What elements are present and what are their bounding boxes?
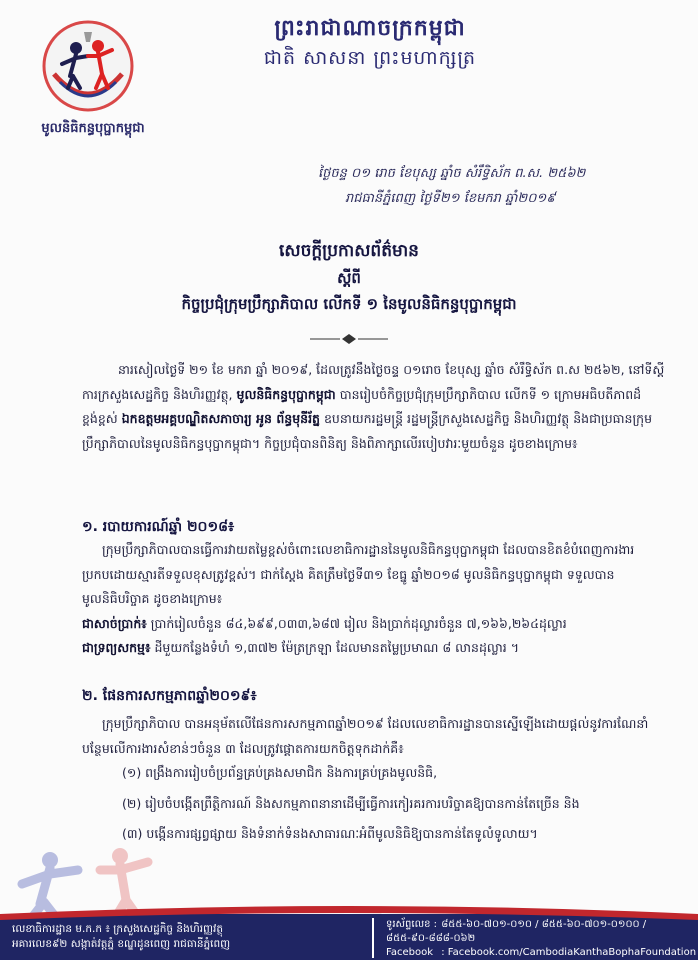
kingdom-title: ព្រះរាជាណាចក្រកម្ពុជា bbox=[274, 16, 466, 41]
title-subject: កិច្ចប្រជុំក្រុមប្រឹក្សាភិបាល លើកទី ១ នៃមូលនិធិកន្ធបុប្ផាកម្ពុជា bbox=[181, 295, 517, 313]
phone-row bbox=[386, 918, 698, 946]
foundation-name-bold: មូលនិធិកន្ធបុប្ផាកម្ពុជា bbox=[236, 386, 336, 402]
address-line-1: លេខាធិការដ្ឋាន ម.ក.ក ៖ ក្រសួងសេដ្ឋកិច្ច និងហិរញ្ញវត្ថុ bbox=[12, 923, 224, 935]
intro-text-c: ឧបនាយករដ្ឋមន្ត្រី រដ្ឋមន្ត្រីក្រសួងសេដ្ឋកិច្ច និងហិរញ្ញវត្ថុ និងជាប្រធានក្រុមប្រឹក្សាភិបាលនៃមូលនិធិកន្ធបុប្ផាកម្ពុជា។ កិច្ចប្រជុំបានពិនិត្យ និងពិភាក្សាលើរបៀបវារៈមួយចំនួន ដូចខាងក្រោម៖ bbox=[82, 411, 653, 451]
section-1-heading: ១. របាយការណ៍ឆ្នាំ ២០១៨៖ bbox=[82, 519, 235, 535]
facebook-label: Facebook bbox=[386, 947, 433, 958]
cash-text: ប្រាក់រៀលចំនួន ៨៤,៦៩៩,០៣៣,៦៨៧ រៀល និងប្រាក់ដុល្លារចំនួន ៧,១៦៦,២៦៤ដុល្លារ bbox=[150, 615, 567, 631]
asset-label: ជាទ្រព្យសកម្ម៖ bbox=[82, 640, 151, 655]
foundation-logo bbox=[40, 18, 136, 114]
section-1-text: ក្រុមប្រឹក្សាភិបាលបានធ្វើការវាយតម្លៃខ្ពស់ចំពោះលេខាធិការដ្ឋាននៃមូលនិធិកន្ធបុប្ផាកម្ពុជា ដែលបានខិតខំបំពេញការងារប្រកបដោយស្មារតីទទួលខុសត្រូវខ្ពស់។ ជាក់ស្តែង គិតត្រឹមថ្ងៃទី៣១ ខែធ្នូ ឆ្នាំ២០១៨ មូលនិធិកន្ធបុប្ផាកម្ពុជា ទទួលបានមូលនិធិបរិច្ចាគ ដូចខាងក្រោម៖ bbox=[82, 542, 635, 606]
phone-value: ៨៥៥-៦០-៧០១-០១០ / ៨៥៥-៦០-៧០១-០១០០ / ៨៥៥-៩០-៨៨៨-០៦២ bbox=[386, 919, 647, 944]
section-1-body bbox=[82, 538, 672, 661]
national-motto: ជាតិ សាសនា ព្រះមហាក្សត្រ bbox=[263, 47, 477, 69]
org-name: មូលនិធិកន្ធបុប្ផាកម្ពុជា bbox=[41, 121, 145, 136]
press-release-title: សេចក្តីប្រកាសព័ត៌មាន bbox=[279, 241, 419, 261]
intro-paragraph bbox=[82, 358, 672, 456]
plan-item-3: (៣) បង្កើនការផ្សព្វផ្សាយ និងទំនាក់ទំនងសាធារណៈអំពីមូលនិធិឱ្យបានកាន់តែទូលំទូលាយ។ bbox=[122, 826, 538, 841]
section-2-body: ក្រុមប្រឹក្សាភិបាល បានអនុម័តលើផែនការសកម្មភាពឆ្នាំ២០១៩ ដែលលេខាធិការដ្ឋានបានស្នើឡើងដោយផ្តល់នូវការណែនាំបន្ថែមលើការងារសំខាន់ៗចំនួន ៣ ដែលត្រូវផ្តោតការយកចិត្តទុកដាក់គឺ៖ bbox=[82, 716, 649, 756]
intro-text-b: បានរៀបចំកិច្ចប្រជុំក្រុមប្រឹក្សាភិបាល លើកទី ១ ក្រោមអធិបតីភាពដ៏ខ្ពង់ខ្ពស់ bbox=[82, 386, 642, 426]
facebook-row bbox=[386, 946, 698, 960]
cash-label: ជាសាច់ប្រាក់៖ bbox=[82, 615, 147, 631]
phone-label: ទូរស័ព្ទលេខ : bbox=[386, 919, 437, 930]
divider-ornament bbox=[310, 333, 388, 345]
plan-item-2: (២) រៀបចំបង្កើតព្រឹត្តិការណ៍ និងសកម្មភាពនានាដើម្បីធ្វើការកៀរគរការបរិច្ចាគឱ្យបានកាន់តែច្រើន និង bbox=[122, 796, 580, 811]
chair-name-bold: ឯកឧត្តមអគ្គបណ្ឌិតសភាចារ្យ អូន ព័ន្ធមុនីរ័ត្ន bbox=[121, 411, 320, 426]
footer-contacts bbox=[386, 918, 698, 960]
section-2-heading: ២. ផែនការសកម្មភាពឆ្នាំ២០១៩៖ bbox=[82, 688, 257, 704]
facebook-link[interactable]: : Facebook.com/CambodiaKanthaBophaFoundation bbox=[441, 947, 697, 958]
asset-text: ដីមួយកន្លែងទំហំ ១,៣៧២ ម៉ែត្រក្រឡា ដែលមានតម្លៃប្រមាណ ៨ លានដុល្លារ ។ bbox=[154, 640, 519, 655]
title-about: ស្តីពី bbox=[337, 269, 361, 287]
solar-date: រាជធានីភ្នំពេញ ថ្ងៃទី២១ ខែមករា ឆ្នាំ២០១៩ bbox=[345, 191, 556, 206]
footer-address bbox=[12, 922, 230, 952]
intro-text-a: នារសៀលថ្ងៃទី ២១ ខែ មករា ឆ្នាំ ២០១៩, ដែលត្រូវនឹងថ្ងៃចន្ទ ០១រោច ខែបុស្ស ឆ្នាំច សំរឹទ្ធិស័ក ព.ស ២៥៦២, នៅទីស្តីការក្រសួងសេដ្ឋកិច្ច និងហិរញ្ញវត្ថុ, bbox=[82, 362, 665, 402]
plan-item-1: (១) ពង្រឹងការរៀបចំប្រព័ន្ធគ្រប់គ្រងសមាជិក និងការគ្រប់គ្រងមូលនិធិ, bbox=[122, 765, 438, 780]
address-line-2: អគារលេខ៩២ សង្កាត់វត្តភ្នំ ខណ្ឌដូនពេញ រាជធានីភ្នំពេញ bbox=[12, 938, 231, 950]
lunar-date: ថ្ងៃចន្ទ ០១ រោច ខែបុស្ស ឆ្នាំច សំរឹទ្ធិស័ក ព.ស. ២៥៦២ bbox=[318, 166, 586, 181]
